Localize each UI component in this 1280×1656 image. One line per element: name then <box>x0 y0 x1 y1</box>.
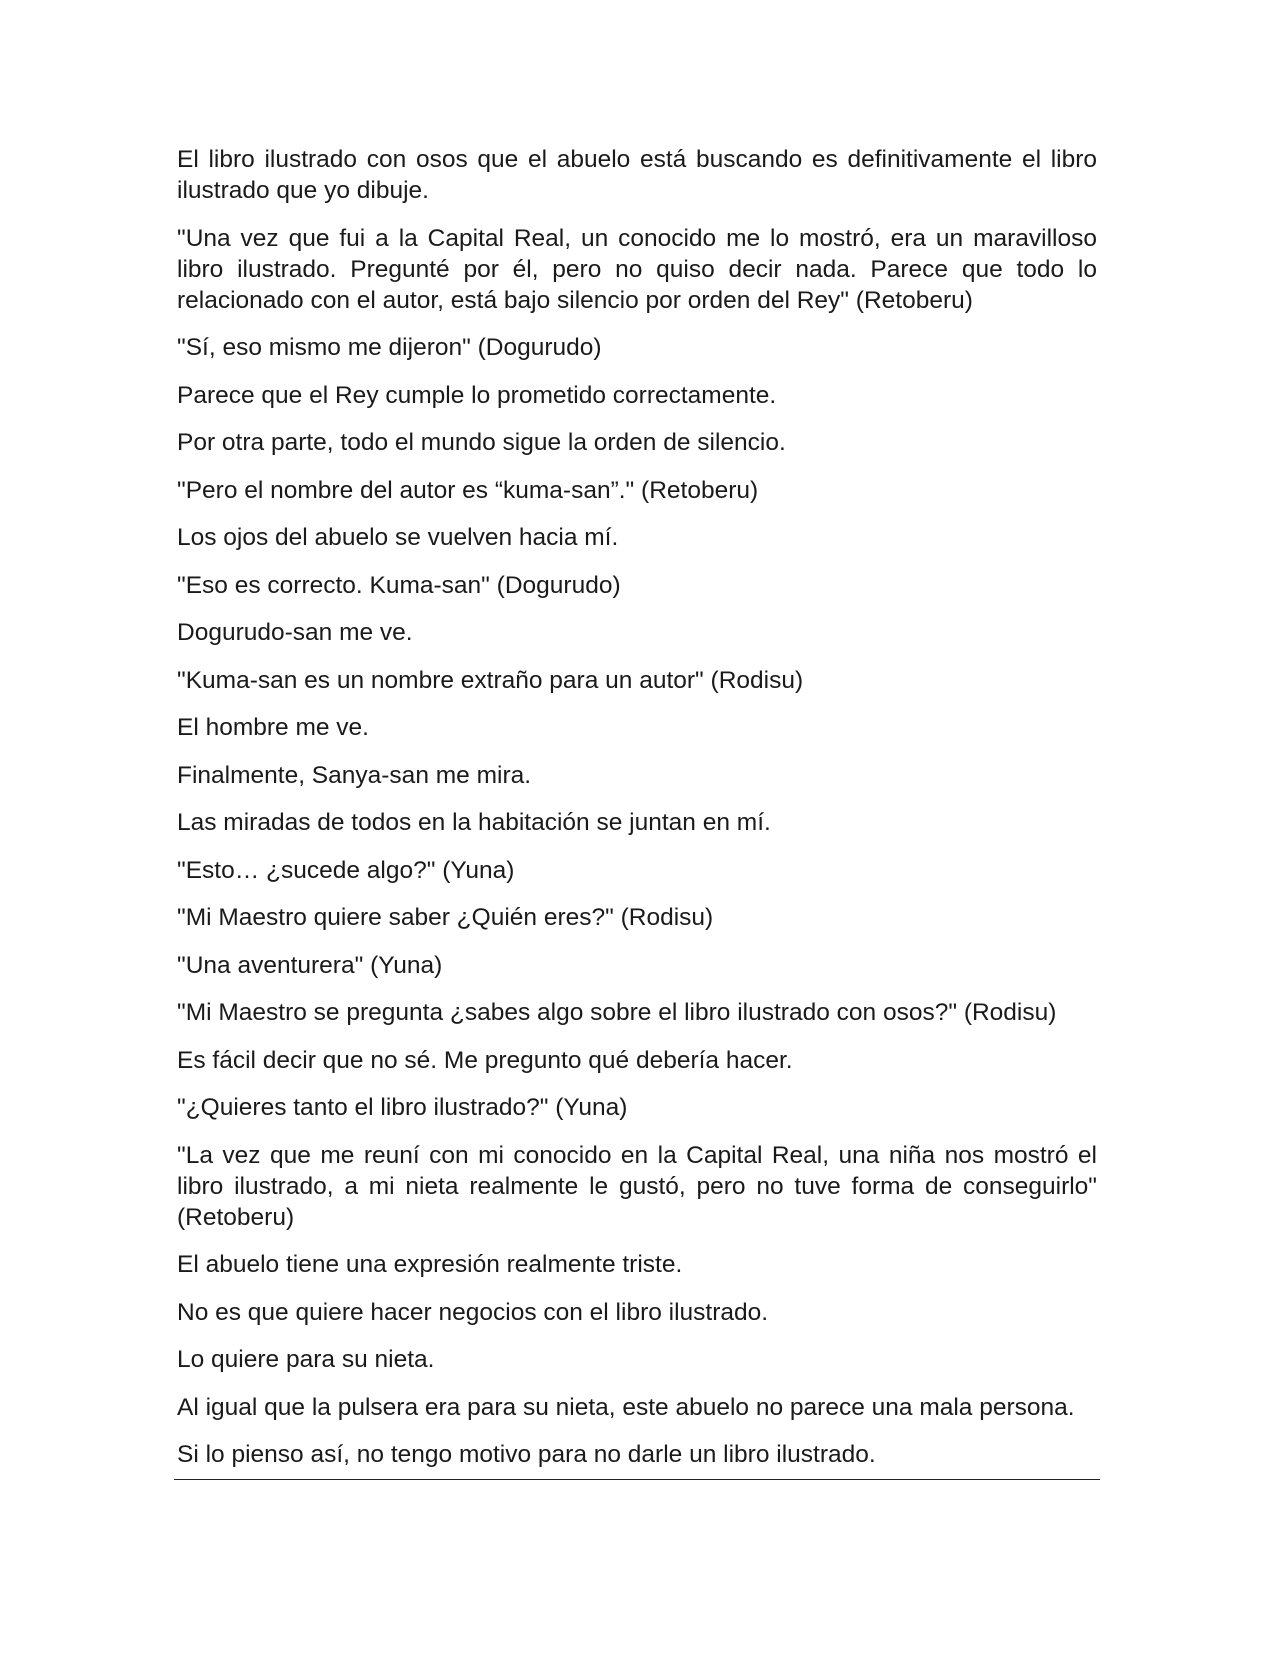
paragraph: El abuelo tiene una expresión realmente triste. <box>177 1251 683 1278</box>
paragraph: "Pero el nombre del autor es “kuma-san”." (Retoberu) <box>177 476 759 504</box>
paragraph: Es fácil decir que no sé. Me pregunto qué debería hacer. <box>177 1046 793 1074</box>
paragraph: Lo quiere para su nieta. <box>177 1346 435 1373</box>
paragraph: Al igual que la pulsera era para su nieta, este abuelo no parece una mala persona. <box>177 1393 1075 1421</box>
paragraph: No es que quiere hacer negocios con el libro ilustrado. <box>177 1298 769 1326</box>
paragraph: El libro ilustrado con osos que el abuelo está buscando es definitivamente el libro ilustrado que yo dibuje. <box>177 146 1097 204</box>
paragraph: "Una vez que fui a la Capital Real, un conocido me lo mostró, era un maravilloso libro ilustrado. Pregunté por él, pero no quiso decir nada. Parece que todo lo relacionado con el autor, está bajo silencio por orden del Rey" (Retoberu) <box>177 224 1097 314</box>
paragraph: "Kuma-san es un nombre extraño para un autor" (Rodisu) <box>177 666 804 694</box>
paragraph: Los ojos del abuelo se vuelven hacia mí. <box>177 524 619 551</box>
paragraph: "Mi Maestro quiere saber ¿Quién eres?" (Rodisu) <box>177 904 714 931</box>
paragraph: "Eso es correcto. Kuma-san" (Dogurudo) <box>177 571 621 599</box>
paragraph: "La vez que me reuní con mi conocido en la Capital Real, una niña nos mostró el libro ilustrado, a mi nieta realmente le gustó, pero no tuve forma de conseguirlo" (Retoberu) <box>177 1141 1097 1231</box>
paragraph: "Sí, eso mismo me dijeron" (Dogurudo) <box>177 334 602 361</box>
paragraph: "Una aventurera" (Yuna) <box>177 951 443 979</box>
footer-divider-line <box>174 1479 1100 1480</box>
document-page <box>177 144 1097 1487</box>
paragraph: Por otra parte, todo el mundo sigue la orden de silencio. <box>177 429 786 456</box>
paragraph: Si lo pienso así, no tengo motivo para no darle un libro ilustrado. <box>177 1441 876 1468</box>
paragraph: Dogurudo-san me ve. <box>177 619 413 646</box>
paragraph: "¿Quieres tanto el libro ilustrado?" (Yuna) <box>177 1094 628 1121</box>
paragraph: Finalmente, Sanya-san me mira. <box>177 761 532 789</box>
paragraph: Parece que el Rey cumple lo prometido correctamente. <box>177 381 777 409</box>
paragraph: El hombre me ve. <box>177 714 369 741</box>
paragraph: Las miradas de todos en la habitación se juntan en mí. <box>177 809 771 836</box>
paragraph: "Mi Maestro se pregunta ¿sabes algo sobre el libro ilustrado con osos?" (Rodisu) <box>177 999 1057 1026</box>
paragraph: "Esto… ¿sucede algo?" (Yuna) <box>177 856 515 884</box>
